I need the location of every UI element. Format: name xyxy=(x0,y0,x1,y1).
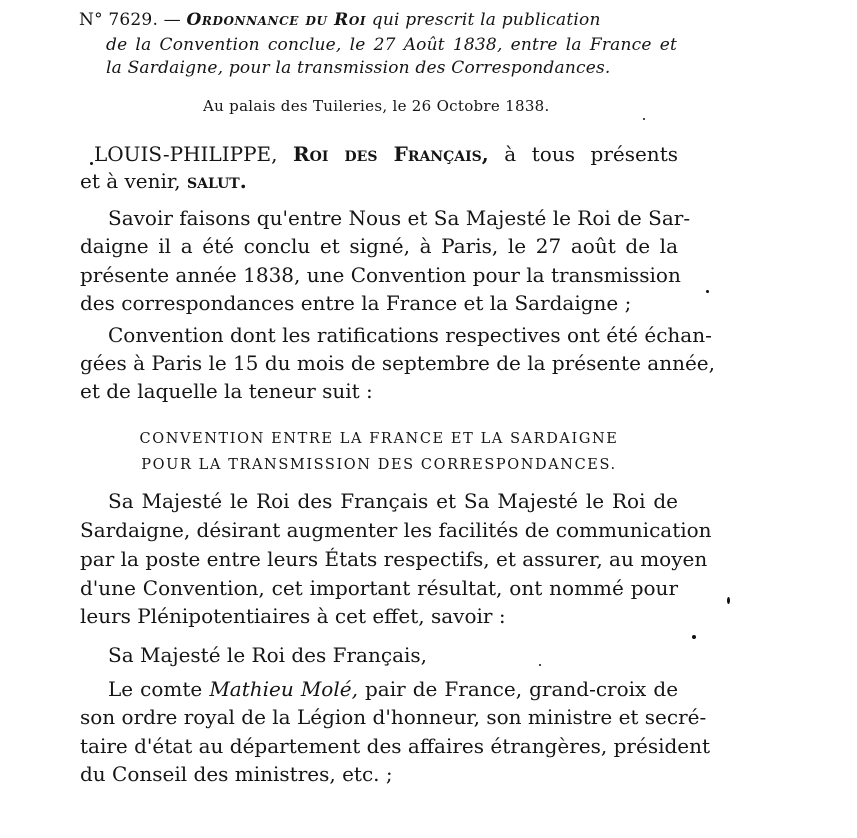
paragraph-3-line-1: Sa Majesté le Roi des Français et Sa Majesté le Roi de xyxy=(108,489,678,513)
ordinance-title-rest: qui prescrit la publication xyxy=(371,10,601,30)
paragraph-3-line-3: par la poste entre leurs États respectifs, et assurer, au moyen xyxy=(80,547,708,571)
scan-speck xyxy=(692,635,696,639)
paragraph-5-line-2: son ordre royal de la Légion d'honneur, son ministre et secré- xyxy=(80,705,707,729)
king-name: LOUIS-PHILIPPE, xyxy=(94,142,278,166)
paragraph-2-line-2: gées à Paris le 15 du mois de septembre de la présente année, xyxy=(80,351,715,375)
ordinance-number: N° 7629. — xyxy=(79,10,181,30)
paragraph-3-line-4: d'une Convention, cet important résultat, ont nommé pour xyxy=(80,576,678,600)
paragraph-1-line-2: daigne il a été conclu et signé, à Paris, le 27 août de la xyxy=(80,234,678,258)
paragraph-4: Sa Majesté le Roi des Français, xyxy=(108,643,428,667)
paragraph-5-start: Le comte xyxy=(108,677,203,701)
paragraph-5-line-3: taire d'état au département des affaires étrangères, président xyxy=(80,734,711,758)
king-title: Roi des Français, xyxy=(293,142,489,166)
paragraph-3-line-5: leurs Plénipotentiaires à cet effet, savoir : xyxy=(80,604,506,628)
paragraph-5-rest: pair de France, grand-croix de xyxy=(365,677,679,701)
convention-title-line-1: CONVENTION ENTRE LA FRANCE ET LA SARDAIGNE xyxy=(139,431,619,447)
intro-line-2 xyxy=(80,169,247,193)
dateline: Au palais des Tuileries, le 26 Octobre 1838. xyxy=(203,97,550,115)
intro-line-1-rest: à tous présents xyxy=(504,142,678,166)
paragraph-5-line-4: du Conseil des ministres, etc. ; xyxy=(80,762,393,786)
paragraph-1-line-1: Savoir faisons qu'entre Nous et Sa Majesté le Roi de Sar- xyxy=(108,206,691,230)
scan-speck xyxy=(90,162,93,165)
scan-speck xyxy=(706,290,709,293)
intro-line-2-start: et à venir, xyxy=(80,169,181,193)
ordinance-header-line-2: de la Convention conclue, le 27 Août 1838, entre la France et xyxy=(106,35,677,55)
paragraph-1-line-4: des correspondances entre la France et la Sardaigne ; xyxy=(80,291,632,315)
scan-speck xyxy=(539,664,541,666)
salut-word: salut. xyxy=(187,169,247,193)
ordinance-title-caps: Ordonnance du Roi xyxy=(186,10,367,30)
ordinance-header-line-1 xyxy=(79,10,677,30)
paragraph-3-line-2: Sardaigne, désirant augmenter les facilités de communication xyxy=(80,518,712,542)
intro-line-1 xyxy=(94,142,678,166)
ordinance-header-line-3: la Sardaigne, pour la transmission des Correspondances. xyxy=(106,58,611,78)
paragraph-1-line-3: présente année 1838, une Convention pour la transmission xyxy=(80,263,681,287)
paragraph-2-line-3: et de laquelle la teneur suit : xyxy=(80,379,373,403)
paragraph-2-line-1: Convention dont les ratifications respectives ont été échan- xyxy=(108,323,712,347)
scan-speck xyxy=(643,118,645,120)
paragraph-5-line-1 xyxy=(108,677,678,701)
scan-speck xyxy=(727,597,730,604)
convention-title-line-2: POUR LA TRANSMISSION DES CORRESPONDANCES. xyxy=(141,457,617,473)
plenipotentiary-name: Mathieu Molé, xyxy=(209,677,358,701)
